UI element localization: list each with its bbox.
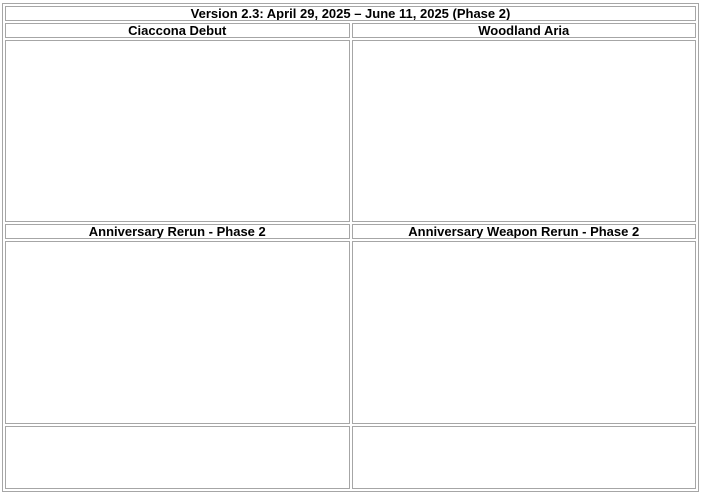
footer-row (5, 426, 696, 489)
header-anniversary-weapon-rerun: Anniversary Weapon Rerun - Phase 2 (352, 224, 697, 239)
version-title-row (5, 6, 696, 21)
version-banner-table (2, 3, 699, 492)
anniversary-weapon-rerun-banner-cell (352, 241, 697, 424)
rerun-banner-row (5, 241, 696, 424)
footer-right-cell (352, 426, 697, 489)
debut-header-row (5, 23, 696, 38)
footer-left-cell (5, 426, 350, 489)
version-title: Version 2.3: April 29, 2025 – June 11, 2025 (Phase 2) (5, 6, 696, 21)
header-anniversary-rerun: Anniversary Rerun - Phase 2 (5, 224, 350, 239)
rerun-header-row (5, 224, 696, 239)
anniversary-rerun-banner-cell (5, 241, 350, 424)
woodland-aria-banner-cell (352, 40, 697, 222)
ciaccona-debut-banner-cell (5, 40, 350, 222)
header-woodland-aria: Woodland Aria (352, 23, 697, 38)
header-ciaccona-debut: Ciaccona Debut (5, 23, 350, 38)
debut-banner-row (5, 40, 696, 222)
